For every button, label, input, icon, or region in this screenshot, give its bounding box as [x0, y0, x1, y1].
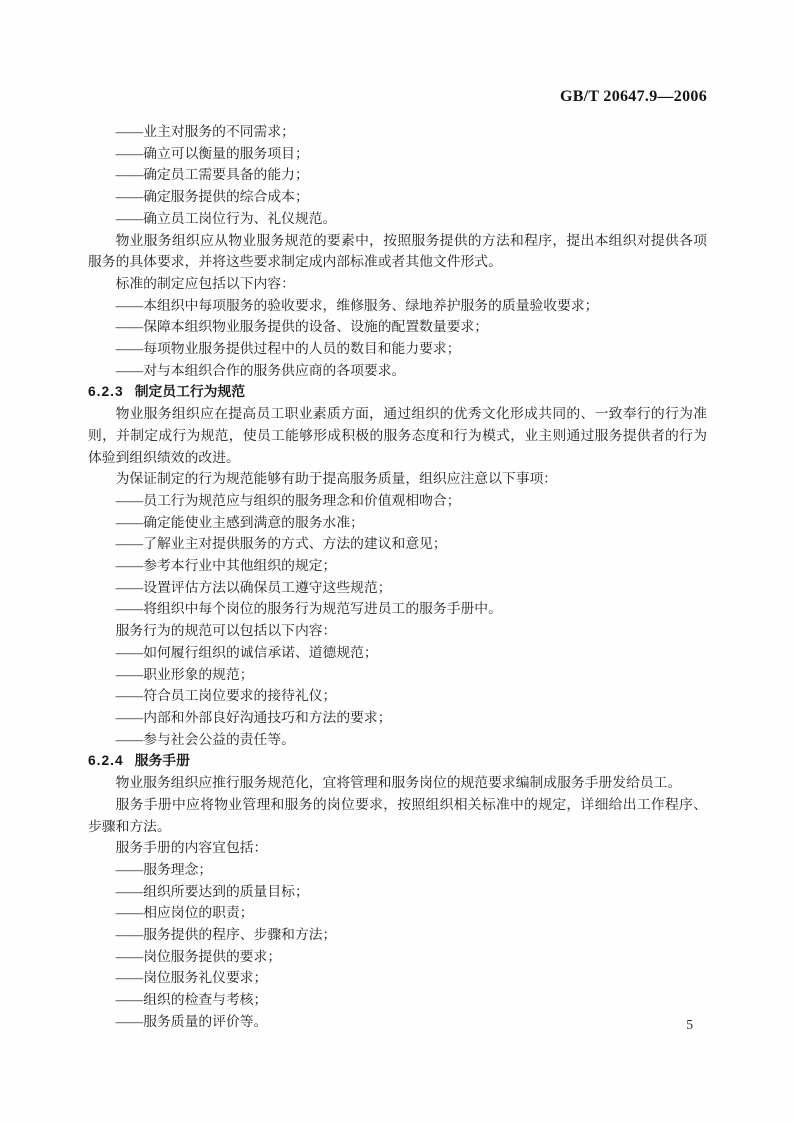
section-heading: [88, 381, 707, 403]
paragraph: 服务手册的内容宜包括：: [115, 840, 268, 856]
list-item: ——参与社会公益的责任等。: [115, 731, 295, 747]
list-item: ——服务质量的评价等。: [115, 1013, 268, 1029]
paragraph: 物业服务组织应推行服务规范化，宜将管理和服务岗位的规范要求编制成服务手册发给员工。: [115, 775, 682, 791]
list-item: ——员工行为规范应与组织的服务理念和价值观相吻合；: [115, 492, 461, 508]
standard-code-header: GB/T 20647.9—2006: [559, 88, 707, 105]
section-heading: [88, 750, 707, 772]
list-item: ——对与本组织合作的服务供应商的各项要求。: [115, 362, 406, 378]
list-item: ——符合员工岗位要求的接待礼仪；: [115, 688, 337, 704]
list-item: ——岗位服务提供的要求；: [115, 948, 282, 964]
list-item: ——确定服务提供的综合成本；: [115, 189, 309, 205]
list-item: ——设置评估方法以确保员工遵守这些规范；: [115, 579, 392, 595]
list-item: ——确定员工需要具备的能力；: [115, 167, 309, 183]
section-number: 6.2.3: [88, 384, 124, 400]
paragraph: 物业服务组织应从物业服务规范的要素中，按照服务提供的方法和程序，提出本组织对提供各项服务的具体要求，并将这些要求制定成内部标准或者其他文件形式。: [88, 232, 707, 270]
list-item: ——组织的检查与考核；: [115, 992, 268, 1008]
list-item: ——组织所要达到的质量目标；: [115, 883, 309, 899]
list-item: ——服务理念；: [115, 861, 213, 877]
list-item: ——岗位服务礼仪要求；: [115, 970, 268, 986]
list-item: ——确立员工岗位行为、礼仪规范。: [115, 210, 337, 226]
list-item: ——每项物业服务提供过程中的人员的数目和能力要求；: [115, 341, 461, 357]
list-item: ——如何履行组织的诚信承诺、道德规范；: [115, 644, 378, 660]
paragraph: 物业服务组织应在提高员工职业素质方面，通过组织的优秀文化形成共同的、一致奉行的行为准则，并制定成行为规范，使员工能够形成积极的服务态度和行为模式，业主则通过服务提供者的行为体验到组织绩效的改进。: [88, 406, 707, 465]
paragraph: 为保证制定的行为规范能够有助于提高服务质量，组织应注意以下事项：: [115, 471, 558, 487]
list-item: ——内部和外部良好沟通技巧和方法的要求；: [115, 709, 392, 725]
list-item: ——相应岗位的职责；: [115, 905, 254, 921]
list-item: ——了解业主对提供服务的方式、方法的建议和意见；: [115, 536, 447, 552]
text-blocks: [88, 121, 707, 1033]
paragraph: 服务手册中应将物业管理和服务的岗位要求，按照组织相关标准中的规定，详细给出工作程序、步骤和方法。: [88, 796, 707, 834]
list-item: ——保障本组织物业服务提供的设备、设施的配置数量要求；: [115, 319, 489, 335]
list-item: ——确立可以衡量的服务项目；: [115, 145, 309, 161]
section-number: 6.2.4: [88, 753, 124, 769]
section-title: 服务手册: [134, 753, 190, 769]
list-item: ——参考本行业中其他组织的规定；: [115, 558, 337, 574]
list-item: ——本组织中每项服务的验收要求，维修服务、绿地养护服务的质量验收要求；: [115, 297, 599, 313]
list-item: ——服务提供的程序、步骤和方法；: [115, 927, 337, 943]
list-item: ——确定能使业主感到满意的服务水准；: [115, 514, 364, 530]
paragraph: 标准的制定应包括以下内容：: [115, 275, 295, 291]
list-item: ——将组织中每个岗位的服务行为规范写进员工的服务手册中。: [115, 601, 502, 617]
list-item: ——职业形象的规范；: [115, 666, 254, 682]
document-body: [88, 88, 707, 1033]
paragraph: 服务行为的规范可以包括以下内容：: [115, 623, 337, 639]
list-item: ——业主对服务的不同需求；: [115, 124, 295, 139]
page-number: 5: [686, 1017, 693, 1032]
section-title: 制定员工行为规范: [134, 384, 246, 400]
